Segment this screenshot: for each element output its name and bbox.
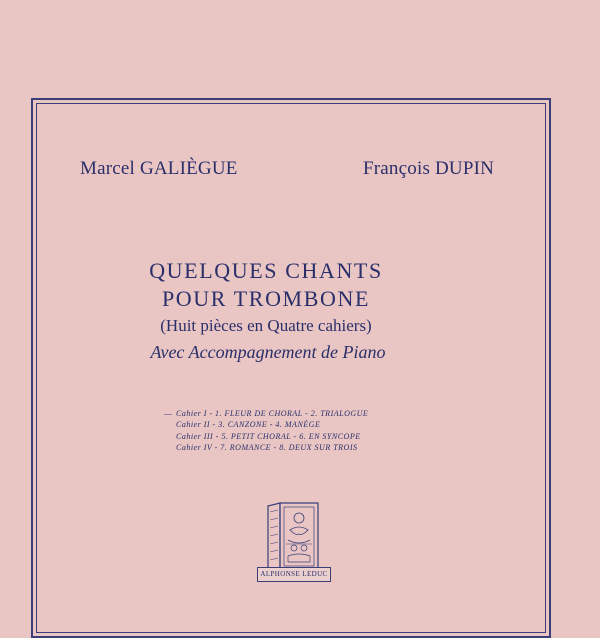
accompaniment-line: Avec Accompagnement de Piano — [150, 342, 386, 362]
title-line-2: POUR TROMBONE — [161, 286, 371, 311]
composer-left: Marcel GALIÈGUE — [80, 158, 238, 179]
cahier-item-text: Cahier II - 3. CANZONE - 4. MANÈGE — [176, 420, 321, 430]
composer-right: François DUPIN — [363, 158, 495, 179]
cahier-item — [164, 408, 369, 419]
cahier-item-text: Cahier IV - 7. ROMANCE - 8. DEUX SUR TROIS — [176, 443, 358, 453]
cahier-item — [176, 442, 368, 453]
publisher-name: ALPHONSE LEDUC — [257, 567, 331, 582]
cahier-list — [164, 408, 369, 454]
cahier-item-text: Cahier I - 1. FLEUR DE CHORAL - 2. TRIALOGUE — [176, 409, 369, 418]
cahier-item — [176, 431, 368, 442]
cahier-marker: — — [164, 409, 173, 418]
cahier-item-text: Cahier III - 5. PETIT CHORAL - 6. EN SYNCOPE — [176, 431, 361, 441]
title-line-1: QUELQUES CHANTS — [149, 258, 383, 283]
cahier-item — [176, 419, 368, 430]
subtitle: (Huit pièces en Quatre cahiers) — [160, 316, 372, 335]
